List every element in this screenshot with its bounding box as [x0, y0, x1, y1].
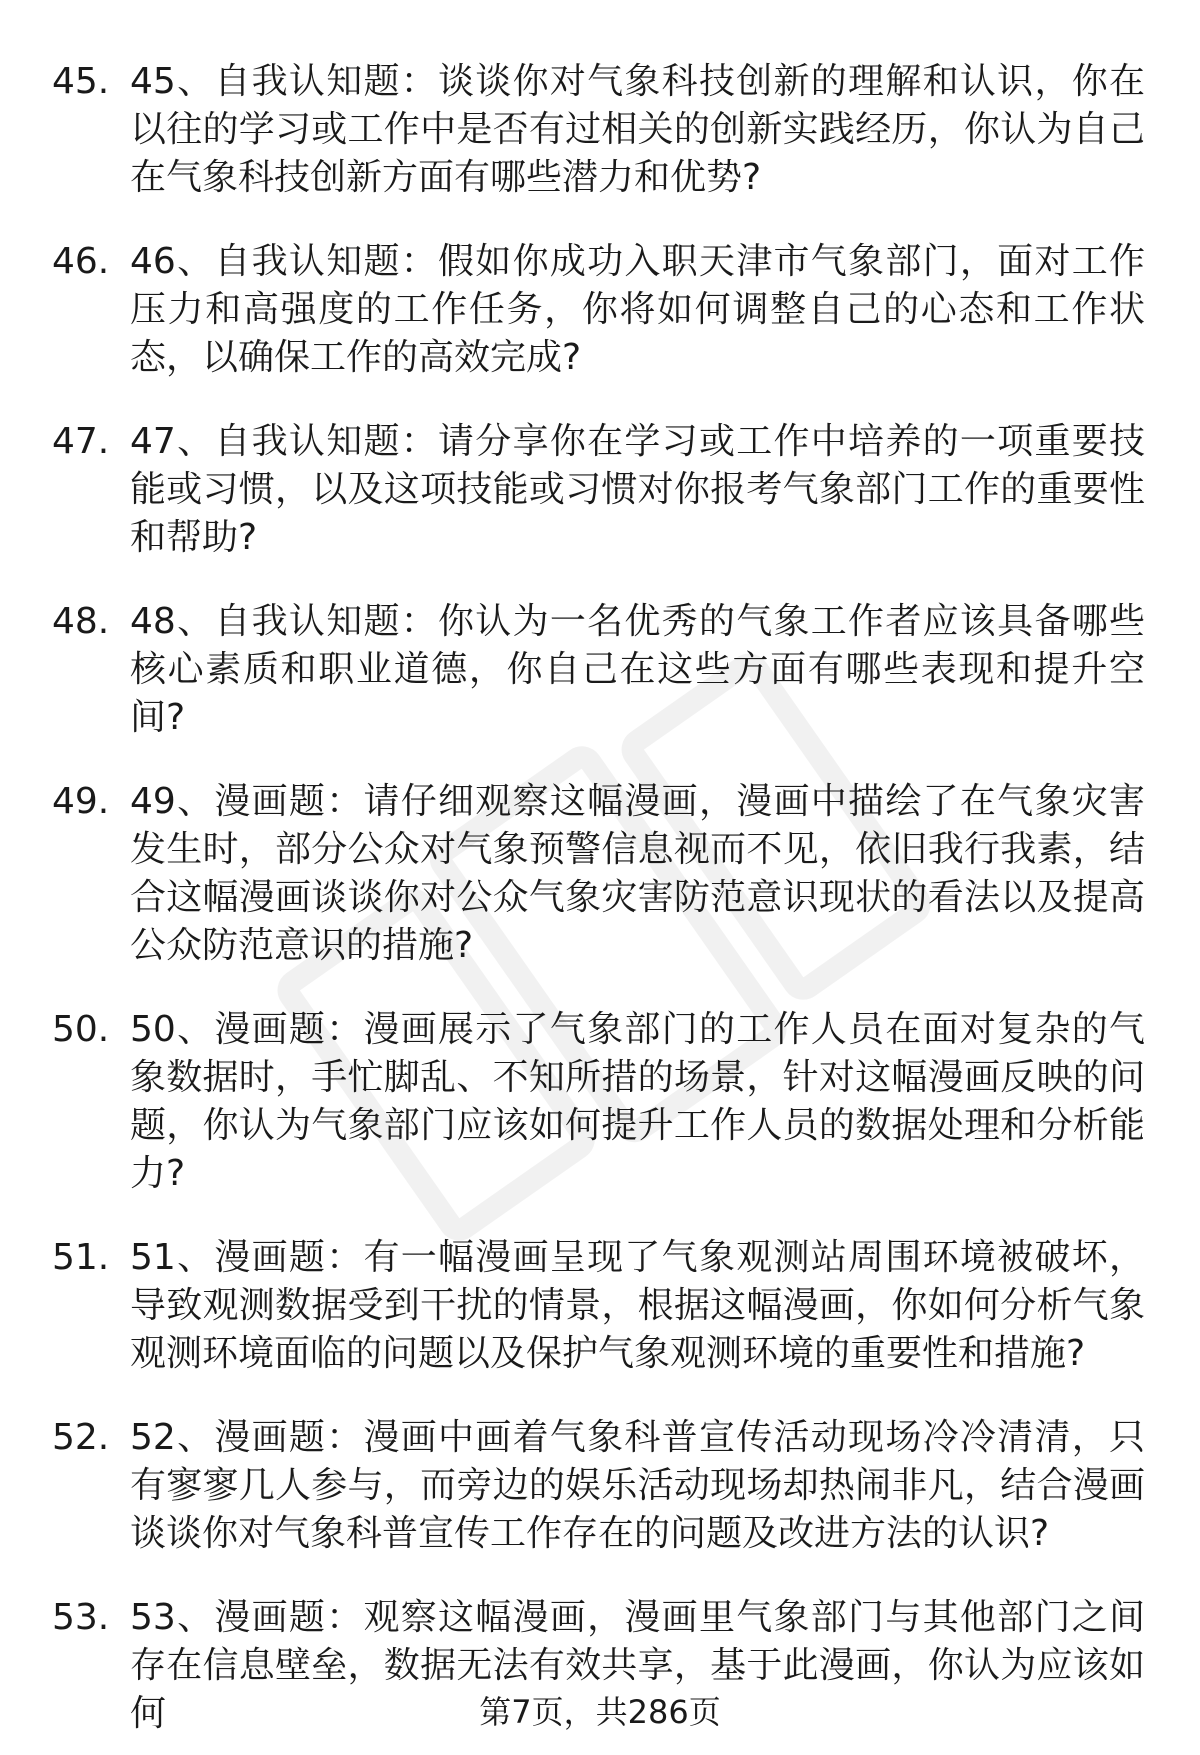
question-item	[0, 598, 1200, 742]
question-item	[0, 238, 1200, 382]
question-item	[0, 418, 1200, 562]
question-number: 52.	[52, 1417, 110, 1458]
question-item	[0, 1414, 1200, 1558]
question-text: 47、自我认知题：请分享你在学习或工作中培养的一项重要技能或习惯，以及这项技能或习惯对你报考气象部门工作的重要性和帮助?	[130, 421, 1145, 558]
question-number: 51.	[52, 1237, 110, 1278]
question-number: 48.	[52, 601, 110, 642]
page-footer: 第7页，共286页	[479, 1693, 721, 1731]
question-text: 45、自我认知题：谈谈你对气象科技创新的理解和认识，你在以往的学习或工作中是否有过相关的创新实践经历，你认为自己在气象科技创新方面有哪些潜力和优势?	[130, 61, 1145, 198]
question-number: 50.	[52, 1009, 110, 1050]
question-number: 45.	[52, 61, 110, 102]
question-text: 48、自我认知题：你认为一名优秀的气象工作者应该具备哪些核心素质和职业道德，你自己在这些方面有哪些表现和提升空间?	[130, 601, 1145, 738]
question-item	[0, 778, 1200, 970]
question-number: 46.	[52, 241, 110, 282]
question-item	[0, 58, 1200, 202]
question-text: 46、自我认知题：假如你成功入职天津市气象部门，面对工作压力和高强度的工作任务，你将如何调整自己的心态和工作状态，以确保工作的高效完成?	[130, 241, 1145, 378]
question-item	[0, 1234, 1200, 1378]
question-text: 49、漫画题：请仔细观察这幅漫画，漫画中描绘了在气象灾害发生时，部分公众对气象预警信息视而不见，依旧我行我素，结合这幅漫画谈谈你对公众气象灾害防范意识现状的看法以及提高公众防范意识的措施?	[130, 781, 1145, 966]
question-number: 47.	[52, 421, 110, 462]
question-text: 53、漫画题：观察这幅漫画，漫画里气象部门与其他部门之间存在信息壁垒，数据无法有效共享，基于此漫画，你认为应该如何	[130, 1597, 1145, 1734]
question-text: 52、漫画题：漫画中画着气象科普宣传活动现场冷冷清清，只有寥寥几人参与，而旁边的娱乐活动现场却热闹非凡，结合漫画谈谈你对气象科普宣传工作存在的问题及改进方法的认识?	[130, 1417, 1145, 1554]
question-number: 53.	[52, 1597, 110, 1638]
question-list	[0, 58, 1200, 1755]
question-text: 50、漫画题：漫画展示了气象部门的工作人员在面对复杂的气象数据时，手忙脚乱、不知所措的场景，针对这幅漫画反映的问题，你认为气象部门应该如何提升工作人员的数据处理和分析能力?	[130, 1009, 1145, 1194]
question-text: 51、漫画题：有一幅漫画呈现了气象观测站周围环境被破坏，导致观测数据受到干扰的情景，根据这幅漫画，你如何分析气象观测环境面临的问题以及保护气象观测环境的重要性和措施?	[130, 1237, 1145, 1374]
question-item	[0, 1006, 1200, 1198]
question-number: 49.	[52, 781, 110, 822]
